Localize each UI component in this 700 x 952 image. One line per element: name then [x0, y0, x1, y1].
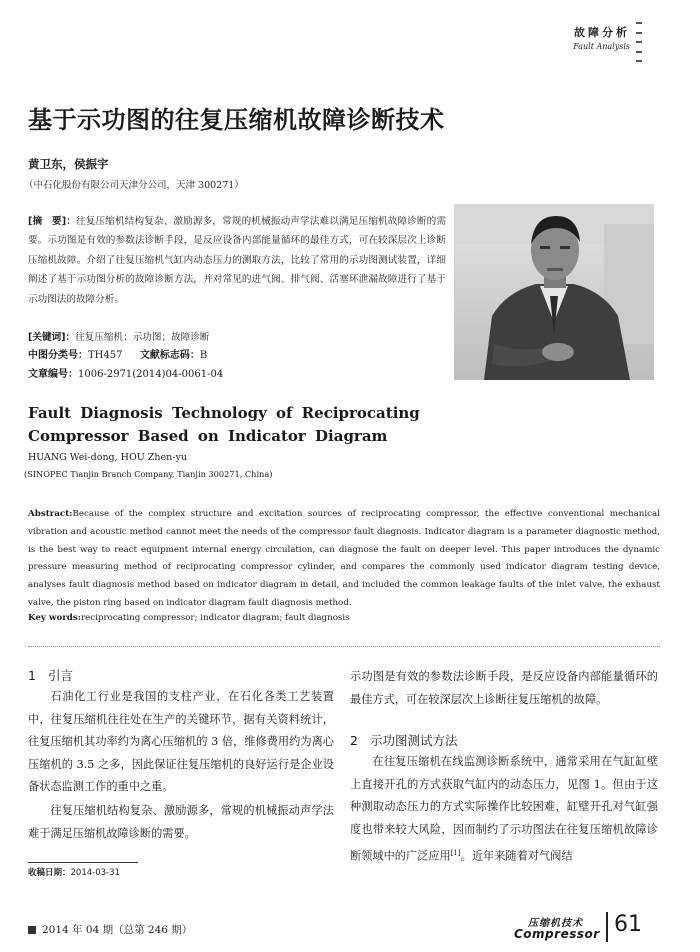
section-1-heading	[28, 666, 334, 684]
article-meta	[28, 346, 446, 384]
page-number-divider	[606, 912, 608, 942]
paragraph: 石油化工行业是我国的支柱产业，在石化各类工艺装置中，往复压缩机往往处在生产的关键环节，据有关资料统计，往复压缩机其功率约为离心压缩机的 3 倍，维修费用约为离心压缩机的 3.5 之多，因此保证往复压缩机的良好运行是企业设备状态监测工作的重中之重。	[28, 690, 334, 794]
keywords-en-label: Key words:	[28, 613, 81, 623]
issue-text: 2014 年 04 期（总第 246 期）	[42, 924, 193, 936]
abstract-cn	[28, 212, 446, 309]
body-right-column	[350, 666, 658, 868]
section-2-heading	[350, 731, 658, 749]
author-photo	[454, 204, 654, 380]
author-portrait-image	[454, 204, 654, 380]
keywords-cn-label: [关键词]：	[28, 332, 76, 343]
keywords-cn-text: 往复压缩机；示功图；故障诊断	[75, 332, 210, 343]
body-left-column	[28, 666, 334, 845]
title-en: Fault Diagnosis Technology of Reciprocating Compressor Based on Indicator Diagram	[28, 404, 420, 445]
abstract-en-text: Because of the complex structure and excitation sources of reciprocating compressor, the effective conventional mechanical vibration and acoustic method cannot meet the needs of the compressor fault diagnosis. Indicator diagram is a parameter diagnostic method, is the best way to react equipment internal energy circulation, can diagnose the fault on deeper level. This paper introduces the dynamic pressure measuring method of reciprocating compressor cylinder, and compares the commonly used indicator diagram testing device, analyses fault diagnosis method based on indicator diagram in detail, and included the common leakage faults of the inlet valve, the exhaust valve, the piston ring based on indicator diagram fault diagnosis method.	[28, 509, 660, 608]
abstract-en-label: Abstract:	[28, 509, 73, 519]
doc-code-value: B	[199, 350, 208, 361]
abstract-cn-text: 往复压缩机结构复杂、激励源多，常规的机械振动声学法难以满足压缩机故障诊断的需要。示功图是有效的参数法诊断手段，是反应设备内部能量循环的最佳方式，可在较深层次上诊断压缩机故障。介绍了往复压缩机气缸内动态压力的测取方法，比较了常用的示功图测试装置，详细阐述了基于示功图分析的故障诊断方法，并对常见的进气阀、排气阀、活塞环泄漏故障进行了基于示功图法的故障分析。	[28, 216, 446, 305]
section-1-number: 1	[28, 668, 36, 683]
page-title: 基于示功图的往复压缩机故障诊断技术	[28, 106, 445, 134]
paragraph	[350, 751, 658, 868]
section-2-number: 2	[350, 733, 358, 749]
paragraph: 往复压缩机结构复杂、激励源多，常规的机械振动声学法难于满足压缩机故障诊断的需要。	[28, 803, 334, 840]
doc-code-label: 文献标志码：	[139, 350, 200, 361]
keywords-en	[28, 613, 660, 623]
affiliation: （中石化股份有限公司天津分公司，天津 300271）	[24, 180, 244, 191]
footnote-rule	[28, 862, 138, 863]
paragraph-text: 在往复压缩机在线监测诊断系统中，通常采用在气缸缸壁上直接开孔的方式获取气缸内的动态压力，见图 1。但由于这种测取动态压力的方式实际操作比较困难，缸壁开孔对气缸强度也带来较大风险，因而制约了示功图法在往复压缩机故障诊断领域中的广泛应用	[350, 755, 658, 863]
footer-issue	[28, 922, 192, 937]
authors: 黄卫东，侯振宇	[28, 157, 109, 171]
paragraph-text-tail: 。近年来随着对气阀结	[460, 849, 573, 863]
header-ornament	[636, 22, 642, 62]
abstract-cn-label: [摘 要]：	[28, 216, 77, 227]
divider	[28, 646, 660, 647]
square-bullet-icon	[28, 926, 36, 934]
abstract-en	[28, 506, 660, 613]
section-1-title: 引言	[47, 668, 73, 683]
received-date	[28, 866, 120, 878]
article-no-value: 1006-2971(2014)04-0061-04	[78, 369, 224, 380]
clc-label: 中图分类号：	[28, 350, 88, 361]
keywords-cn	[28, 329, 446, 347]
page-number: 61	[614, 912, 642, 937]
keywords-en-text: reciprocating compressor; indicator diagram; fault diagnosis	[80, 613, 350, 623]
journal-logo-cn: 压缩机技术	[528, 918, 583, 929]
citation-ref: [1]	[450, 848, 461, 857]
affiliation-en: (SINOPEC Tianjin Branch Company, Tianjin 300271, China)	[24, 469, 273, 479]
received-label: 收稿日期：	[28, 868, 71, 878]
received-value: 2014-03-31	[70, 868, 120, 878]
paragraph: 示功图是有效的参数法诊断手段，是反应设备内部能量循环的最佳方式，可在较深层次上诊断往复压缩机的故障。	[350, 670, 658, 706]
authors-en: HUANG Wei-dong, HOU Zhen-yu	[28, 452, 187, 463]
clc-value: TH457	[88, 350, 123, 361]
article-no-label: 文章编号：	[28, 369, 78, 380]
journal-logo-en: Compressor	[514, 927, 600, 941]
running-header-section: 故障分析	[574, 26, 630, 39]
section-2-title: 示功图测试方法	[369, 733, 458, 749]
running-header-section-en: Fault Analysis	[573, 42, 630, 51]
